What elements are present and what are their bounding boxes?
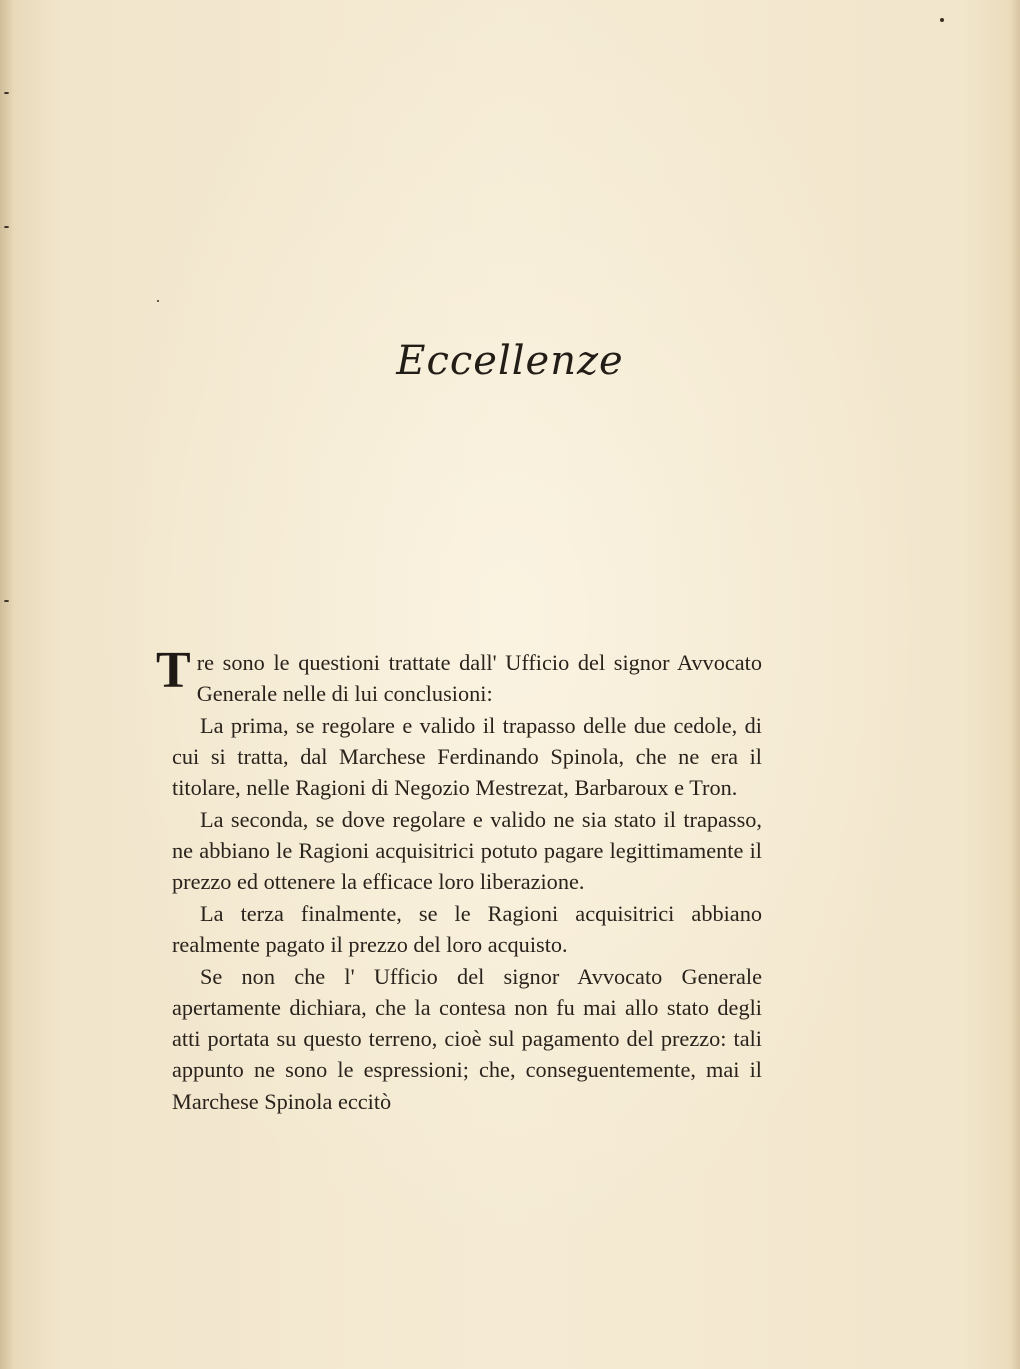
ink-speck (157, 300, 159, 302)
paragraph-3: La seconda, se dove regolare e valido ne sia stato il trapasso, ne abbiano le Ragioni acquisitrici potuto pagare legittimamente il prezzo ed ottenere la efficace loro liberazione. (172, 806, 762, 895)
page-edge-shadow-left (0, 0, 14, 1369)
drop-cap: T (156, 642, 191, 699)
page-heading: Eccellenze (396, 338, 624, 384)
page-edge-shadow-right (1010, 0, 1020, 1369)
ink-speck (4, 92, 9, 94)
ink-speck (4, 226, 9, 228)
paragraph-1-text: re sono le questioni trattate dall' Ufficio del signor Avvocato Generale nelle di lui conclusioni: (196, 650, 762, 707)
ink-speck (4, 600, 9, 602)
paragraph-4: La terza finalmente, se le Ragioni acquisitrici abbiano realmente pagato il prezzo del loro acquisto. (172, 900, 762, 958)
ink-speck (940, 18, 944, 22)
body-text (156, 642, 762, 1117)
paragraph-2: La prima, se regolare e valido il trapasso delle due cedole, di cui si tratta, dal Marchese Ferdinando Spinola, che ne era il titolare, nelle Ragioni di Negozio Mestrezat, Barbaroux e Tron. (172, 712, 762, 801)
paragraph-5: Se non che l' Ufficio del signor Avvocato Generale apertamente dichiara, che la contesa non fu mai allo stato degli atti portata su questo terreno, cioè sul pagamento del prezzo: tali appunto ne sono le espressioni; che, conseguentemente, mai il Marchese Spinola eccitò (172, 963, 762, 1114)
paragraph-1 (156, 642, 762, 709)
